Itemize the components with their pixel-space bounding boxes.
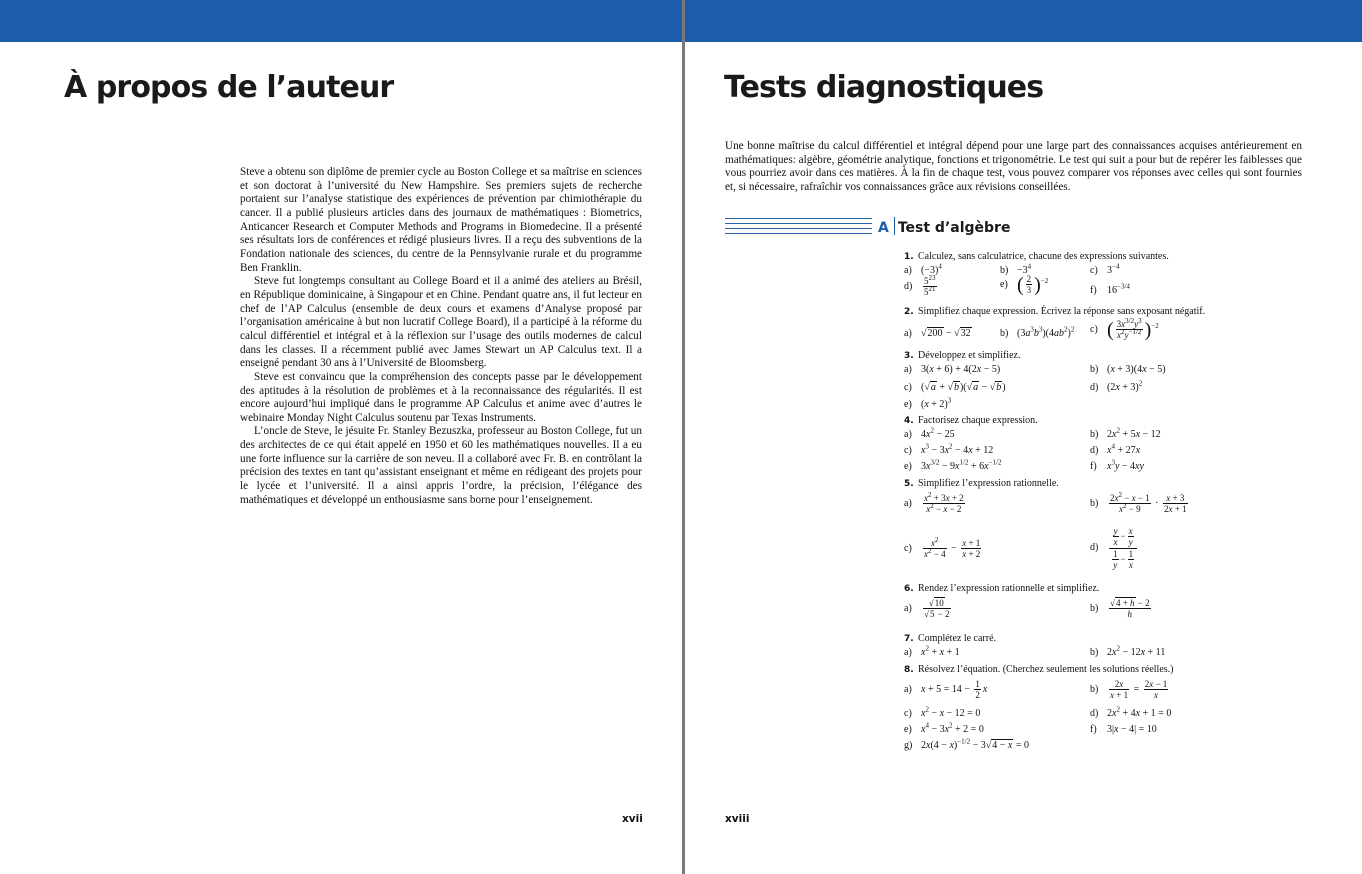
bio-paragraph: Steve est convaincu que la compréhension des concepts passe par le développement des aptitudes à la résolution de problèmes et à la reconnaissance des régularités. Il est encore aujourd’hui impliqué dans le programme AP Calculus et anime avec d’autres le webinaire Monday Night Calculus soutenu par Texas Instruments. [240,370,642,424]
bio-paragraph: Steve a obtenu son diplôme de premier cycle au Boston College et sa maîtrise en sciences et son doctorat à l’université du New Hampshire. Ses premiers sujets de recherche portaient sur l’analyse statistique des expériences de prévention par chimiothérapie du cancer. Il a publié plusieurs articles dans des journaux de mathématiques : Biometrics, Anticancer Research et Computer Methods and Programs in Biomedecine. Il a présenté ses résultats lors de conférences et rédigé plusieurs livres. Il a reçu des subventions de la Fondation nationale des sciences, du centre de la Pennsylvanie rurale et du programme Ben Franklin. [240,166,642,274]
question-number: 1. [904,252,914,262]
page-title: Tests diagnostiques [724,70,1044,105]
question-6 [904,582,1324,596]
answer-row: c) (√a + √b)(√a − √b) d) $(2x + 3)^2$ [904,379,1143,393]
right-page [685,0,1362,874]
question-number: 8. [904,665,914,675]
section-rule-lines [725,218,872,238]
answer-row: a) $\frac{x^2 + 3x + 2}{x^2 - x - 2}$ b) $\frac{2x^2 - x - 1}{x^2 - 9}$ · $\frac{x + 3}{2x + 1}$ [904,491,1187,515]
question-prompt: Rendez l’expression rationnelle et simplifiez. [918,583,1100,594]
page-number: xvii [622,813,643,825]
intro-paragraph: Une bonne maîtrise du calcul différentiel et intégral dépend pour une large part des connaissances acquises antérieurement en mathématiques: algèbre, géométrie analytique, fonctions et trigonométrie. Le test qui suit a pour but de repérer les faiblesses que vous pourriez avoir dans ces matières. À la fin de chaque test, vous pouvez comparer vos réponses avec celles qui sont fournies et, si nécessaire, rafraîchir vos connaissances grâce aux révisions conseillées. [725,140,1302,193]
header-band [0,0,682,42]
bio-paragraph: L’oncle de Steve, le jésuite Fr. Stanley Bezuszka, professeur au Boston College, fut un des architectes de ce qui était appelé en 1950 et 60 les mathématiques nouvelles. Il a eu une forte influence sur la carrière de son neveu. Il a collaboré avec Fr. B. en contrôlant la précision des textes en tant qu’assistant enseignant et même en rédigeant des projets pour le lycée et l’université. Il a ainsi appris l’ordre, la précision, l’élégance des mathématiques et développé un enthousiasme sans borne pour l’enseignement. [240,425,642,506]
author-bio [240,166,642,507]
question-8 [904,663,1324,677]
question-number: 4. [904,416,914,426]
question-prompt: Complétez le carré. [918,633,997,644]
answer-row: a) $\frac{√10}{√5 - 2}$ b) $\frac{√4 + h - 2}{h}$ [904,598,1150,620]
question-5 [904,477,1324,491]
question-prompt: Développez et simplifiez. [918,350,1021,361]
answer-row: e) $x^4 - 3x^2 + 2 = 0$ f) 3|x − 4| = 10 [904,721,1157,735]
question-4 [904,414,1324,428]
answer-row: d) $\frac{5^{23}}{5^{21}}$ e) ( $\frac{2}{3}$ )$^{-2}$ f) $16^{-3/4}$ [904,273,1130,298]
answer-row: g) $2x(4 - x)^{-1/2} - 3√4 - x = 0$ [904,737,1030,751]
header-band [685,0,1362,42]
page-title: À propos de l’auteur [64,70,394,105]
question-number: 3. [904,351,914,361]
question-number: 5. [904,479,914,489]
answer-row: a) x + 5 = 14 − $\frac{1}{2}$ x b) $\frac{2x}{x + 1}$ = $\frac{2x - 1}{x}$ [904,679,1168,701]
answer-row: c) $x^2 - x - 12 = 0$ d) $2x^2 + 4x + 1 = 0$ [904,705,1172,719]
question-prompt: Factorisez chaque expression. [918,415,1038,426]
question-7 [904,632,1324,646]
section-letter: A [878,220,889,236]
question-3 [904,349,1324,363]
section-title: Test d’algèbre [897,220,1011,236]
question-2 [904,305,1324,319]
question-number: 7. [904,634,914,644]
answer-row: a) $(-3)^4$ $b) -3^4$ c) $3^{-4}$ [904,262,1120,276]
answer-row: a) $x^2 + x + 1$ b) $2x^2 - 12x + 11$ [904,644,1166,658]
answer-row: e) $(x + 2)^3$ [904,396,952,410]
question-prompt: Calculez, sans calculatrice, chacune des expressions suivantes. [918,251,1169,262]
question-prompt: Résolvez l’équation. (Cherchez seulement les solutions réelles.) [918,664,1174,675]
section-divider [894,217,895,235]
bio-paragraph: Steve fut longtemps consultant au College Board et il a animé des ateliers au Brésil, en République dominicaine, à Singapour et en Chine. Pendant quatre ans, il fut lecteur en chef de l’AP Calculus (ensemble de deux cours et examens d’Analyse proposé par l’organisation américaine à but non lucratif College Board), il a participé à la réforme du calcul différentiel et intégral et à la réflexion sur l’usage des outils modernes de calcul dans les classes. Il a récemment publié avec James Stewart un AP Calculus text. Il a enseigné pendant 30 ans à l’Université de Bloomsberg. [240,275,642,370]
answer-row: c) $\frac{x^2}{x^2 - 4}$ − $\frac{x + 1}{x + 2}$ d) $\frac{y}{x}$ − $\frac{x}{y}$ $\frac{1}{y}$ − $\frac{1}{x}$ [904,526,1324,582]
answer-row: a) $4x^2 - 25$ b) $2x^2 + 5x - 12$ [904,426,1161,440]
answer-row: a) 3(x + 6) + 4(2x − 5) b) (x + 3)(4x − 5) [904,364,1166,375]
question-number: 6. [904,584,914,594]
question-prompt: Simplifiez chaque expression. Écrivez la réponse sans exposant négatif. [918,306,1206,317]
algebra-test [904,250,1324,755]
answer-row: c) $x^3 - 3x^2 - 4x + 12$ d) $x^4 + 27x$ [904,442,1141,456]
answer-row: a) √200 − √32 b) $(3a^3b^3)(4ab^2)^2$ c) ( $\frac{3x^{3/2}y^3}{x^2y^{-1/2}}$ )$^{-2}$ [904,317,1159,341]
question-number: 2. [904,307,914,317]
question-prompt: Simplifiez l’expression rationnelle. [918,478,1059,489]
section-heading [878,217,1010,236]
page-number: xviii [725,813,750,825]
answer-row: e) $3x^{3/2} - 9x^{1/2} + 6x^{-1/2}$ f) $x^3y - 4xy$ [904,458,1144,472]
